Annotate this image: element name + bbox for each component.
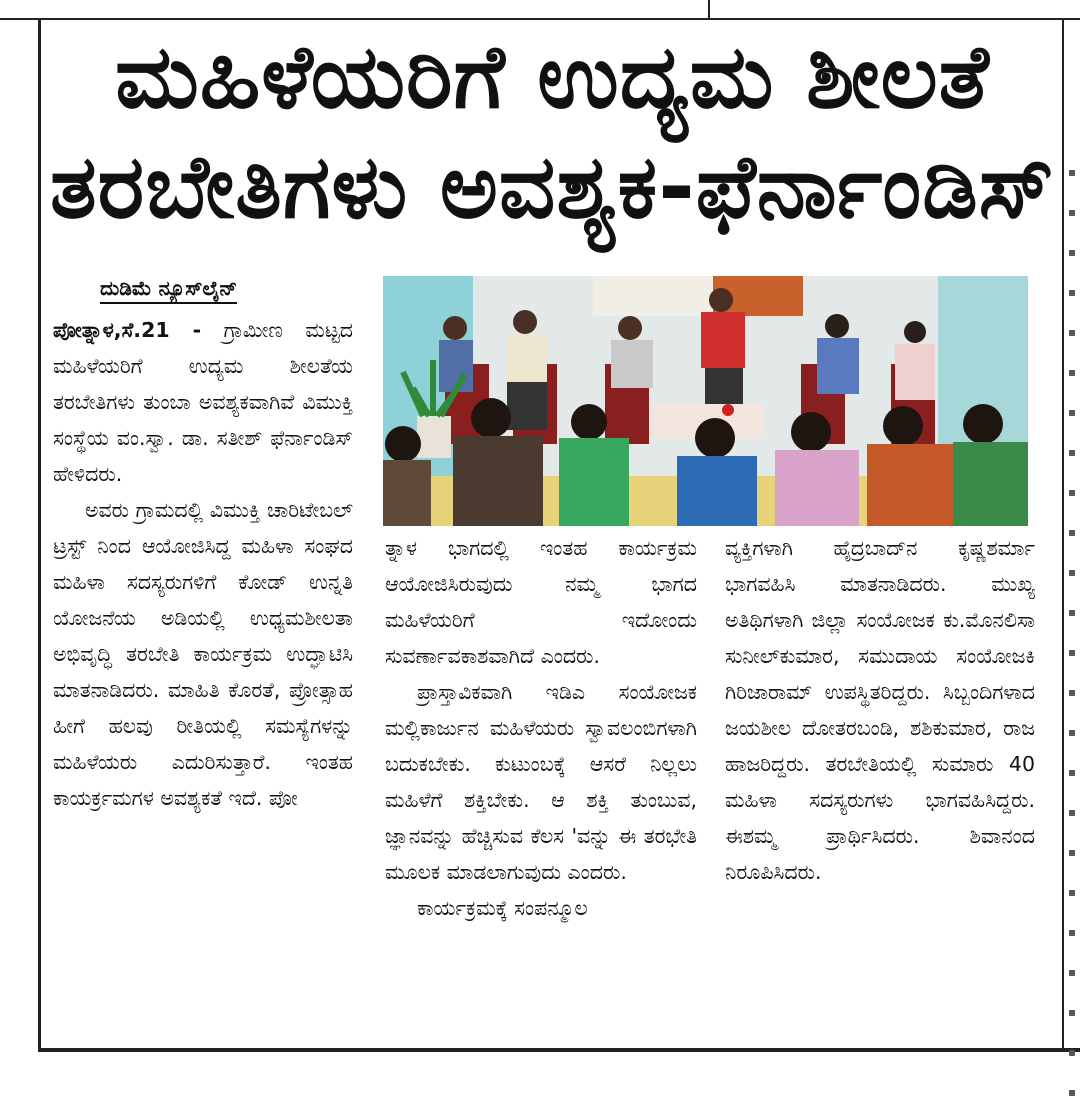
event-photo <box>383 276 1028 526</box>
article-column-3 <box>725 530 1035 890</box>
headline-line-2: ತರಬೇತಿಗಳು ಅವಶ್ಯಕ-ಫೆರ್ನಾಂಡಿಸ್ <box>50 135 1055 238</box>
column-divider <box>708 0 710 18</box>
frame-bottom-rule <box>38 1048 1080 1052</box>
frame-left-rule <box>38 18 41 1051</box>
article-paragraph: ತ್ನಾಳ ಭಾಗದಲ್ಲಿ ಇಂತಹ ಕಾರ್ಯಕ್ರಮ ಆಯೋಜಿಸಿರುವುದು ನಮ್ಮ ಭಾಗದ ಮಹಿಳೆಯರಿಗೆ ಇದೋಂದು ಸುವರ್ಣಾವಕಾಶವಾಗಿದೆ ಎಂದರು. <box>385 536 697 668</box>
article-paragraph: ಕಾರ್ಯಕ್ರಮಕ್ಕೆ ಸಂಪನ್ಮೂಲ <box>417 896 588 920</box>
byline: ದುಡಿಮೆ ನ್ಯೂಸ್‌ಲೈನ್ <box>100 276 237 304</box>
article-paragraph: ವ್ಯಕ್ತಿಗಳಾಗಿ ಹೈದ್ರಬಾದ್‌ನ ಕೃಷ್ಣಶರ್ಮಾ ಭಾಗವಹಿಸಿ ಮಾತನಾಡಿದರು. ಮುಖ್ಯ ಅತಿಥಿಗಳಾಗಿ ಜಿಲ್ಲಾ ಸಂಯೋಜಕ ಕು.ಮೊನಲಿಸಾ ಸುನೀಲ್‌ಕುಮಾರ, ಸಮುದಾಯ ಸಂಯೋಜಕಿ ಗಿರಿಜಾರಾಮ್ ಉಪಸ್ಥಿತರಿದ್ದರು. ಸಿಬ್ಬಂದಿಗಳಾದ ಜಯಶೀಲ ದೋತರಬಂಡಿ, ಶಶಿಕುಮಾರ, ರಾಜ ಹಾಜರಿದ್ದರು. ತರಬೇತಿಯಲ್ಲಿ ಸುಮಾರು 40 ಮಹಿಳಾ ಸದಸ್ಯರುಗಳು ಭಾಗವಹಿಸಿದ್ದರು. ಈಶಮ್ಮ ಪ್ರಾರ್ಥಿಸಿದರು. ಶಿವಾನಂದ ನಿರೂಪಿಸಿದರು. <box>725 536 1035 884</box>
top-strip <box>0 0 1080 20</box>
adjacent-column-edge <box>1066 170 1078 1030</box>
article-column-1 <box>53 312 353 816</box>
article-paragraph: ಪ್ರಾಸ್ತಾವಿಕವಾಗಿ ಇಡಿಎ ಸಂಯೋಜಕ ಮಲ್ಲಿಕಾರ್ಜುನ ಮಹಿಳೆಯರು ಸ್ವಾವಲಂಬಿಗಳಾಗಿ ಬದುಕಬೇಕು. ಕುಟುಂಬಕ್ಕೆ ಆಸರೆ ನಿಲ್ಲಲು ಮಹಿಳೆಗೆ ಶಕ್ತಿಬೇಕು. ಆ ಶಕ್ತಿ ತುಂಬುವ, ಜ್ಞಾನವನ್ನು ಹೆಚ್ಚಿಸುವ ಕೆಲಸ 'ವನ್ನು ಈ ತರಭೇತಿ ಮೂಲಕ ಮಾಡಲಾಗುವುದು ಎಂದರು. <box>385 680 697 884</box>
frame-right-rule <box>1062 18 1064 1051</box>
headline-line-1: ಮಹಿಳೆಯರಿಗೆ ಉದ್ಯಮ ಶೀಲತೆ <box>115 25 990 128</box>
article-column-2 <box>385 530 697 926</box>
article-paragraph: ಅವರು ಗ್ರಾಮದಲ್ಲಿ ವಿಮುಕ್ತಿ ಚಾರಿಟೇಬಲ್ ಟ್ರಸ್ಟ್ ನಿಂದ ಆಯೋಜಿಸಿದ್ದ ಮಹಿಳಾ ಸಂಘದ ಮಹಿಳಾ ಸದಸ್ಯರುಗಳಿಗೆ ಕೋಡ್ ಉನ್ನತಿ ಯೋಜನೆಯ ಅಡಿಯಲ್ಲಿ ಉಧ್ಯಮಶೀಲತಾ ಅಭಿವೃದ್ಧಿ ತರಬೇತಿ ಕಾರ್ಯಕ್ರಮ ಉದ್ಘಾಟಿಸಿ ಮಾತನಾಡಿದರು. ಮಾಹಿತಿ ಕೊರತೆ, ಪ್ರೋತ್ಸಾಹ ಹೀಗೆ ಹಲವು ರೀತಿಯಲ್ಲಿ ಸಮಸ್ಯೆಗಳನ್ನು ಮಹಿಳೆಯರು ಎದುರಿಸುತ್ತಾರೆ. ಇಂತಹ ಕಾಯರ್ಕ್ರಮಗಳ ಅವಶ್ಯಕತೆ ಇದೆ. ಪೋ <box>53 498 353 810</box>
dateline: ಪೋತ್ನಾಳ,ಸೆ.21 - <box>53 318 202 342</box>
article-text: ಗ್ರಾಮೀಣ ಮಟ್ಟದ ಮಹಿಳೆಯರಿಗೆ ಉದ್ಯಮ ಶೀಲತೆಯ ತರಬೇತಿಗಳು ತುಂಬಾ ಅವಶ್ಯಕವಾಗಿವೆ ವಿಮುಕ್ತಿ ಸಂಸ್ಥೆಯ ವಂ.ಸ್ವಾ. ಡಾ. ಸತೀಶ್ ಫೆರ್ನಾಂಡಿಸ್ ಹೇಳಿದರು. <box>53 318 353 486</box>
headline <box>50 22 1055 242</box>
article-paragraph <box>53 312 353 492</box>
event-photo-illustration <box>383 276 1028 526</box>
